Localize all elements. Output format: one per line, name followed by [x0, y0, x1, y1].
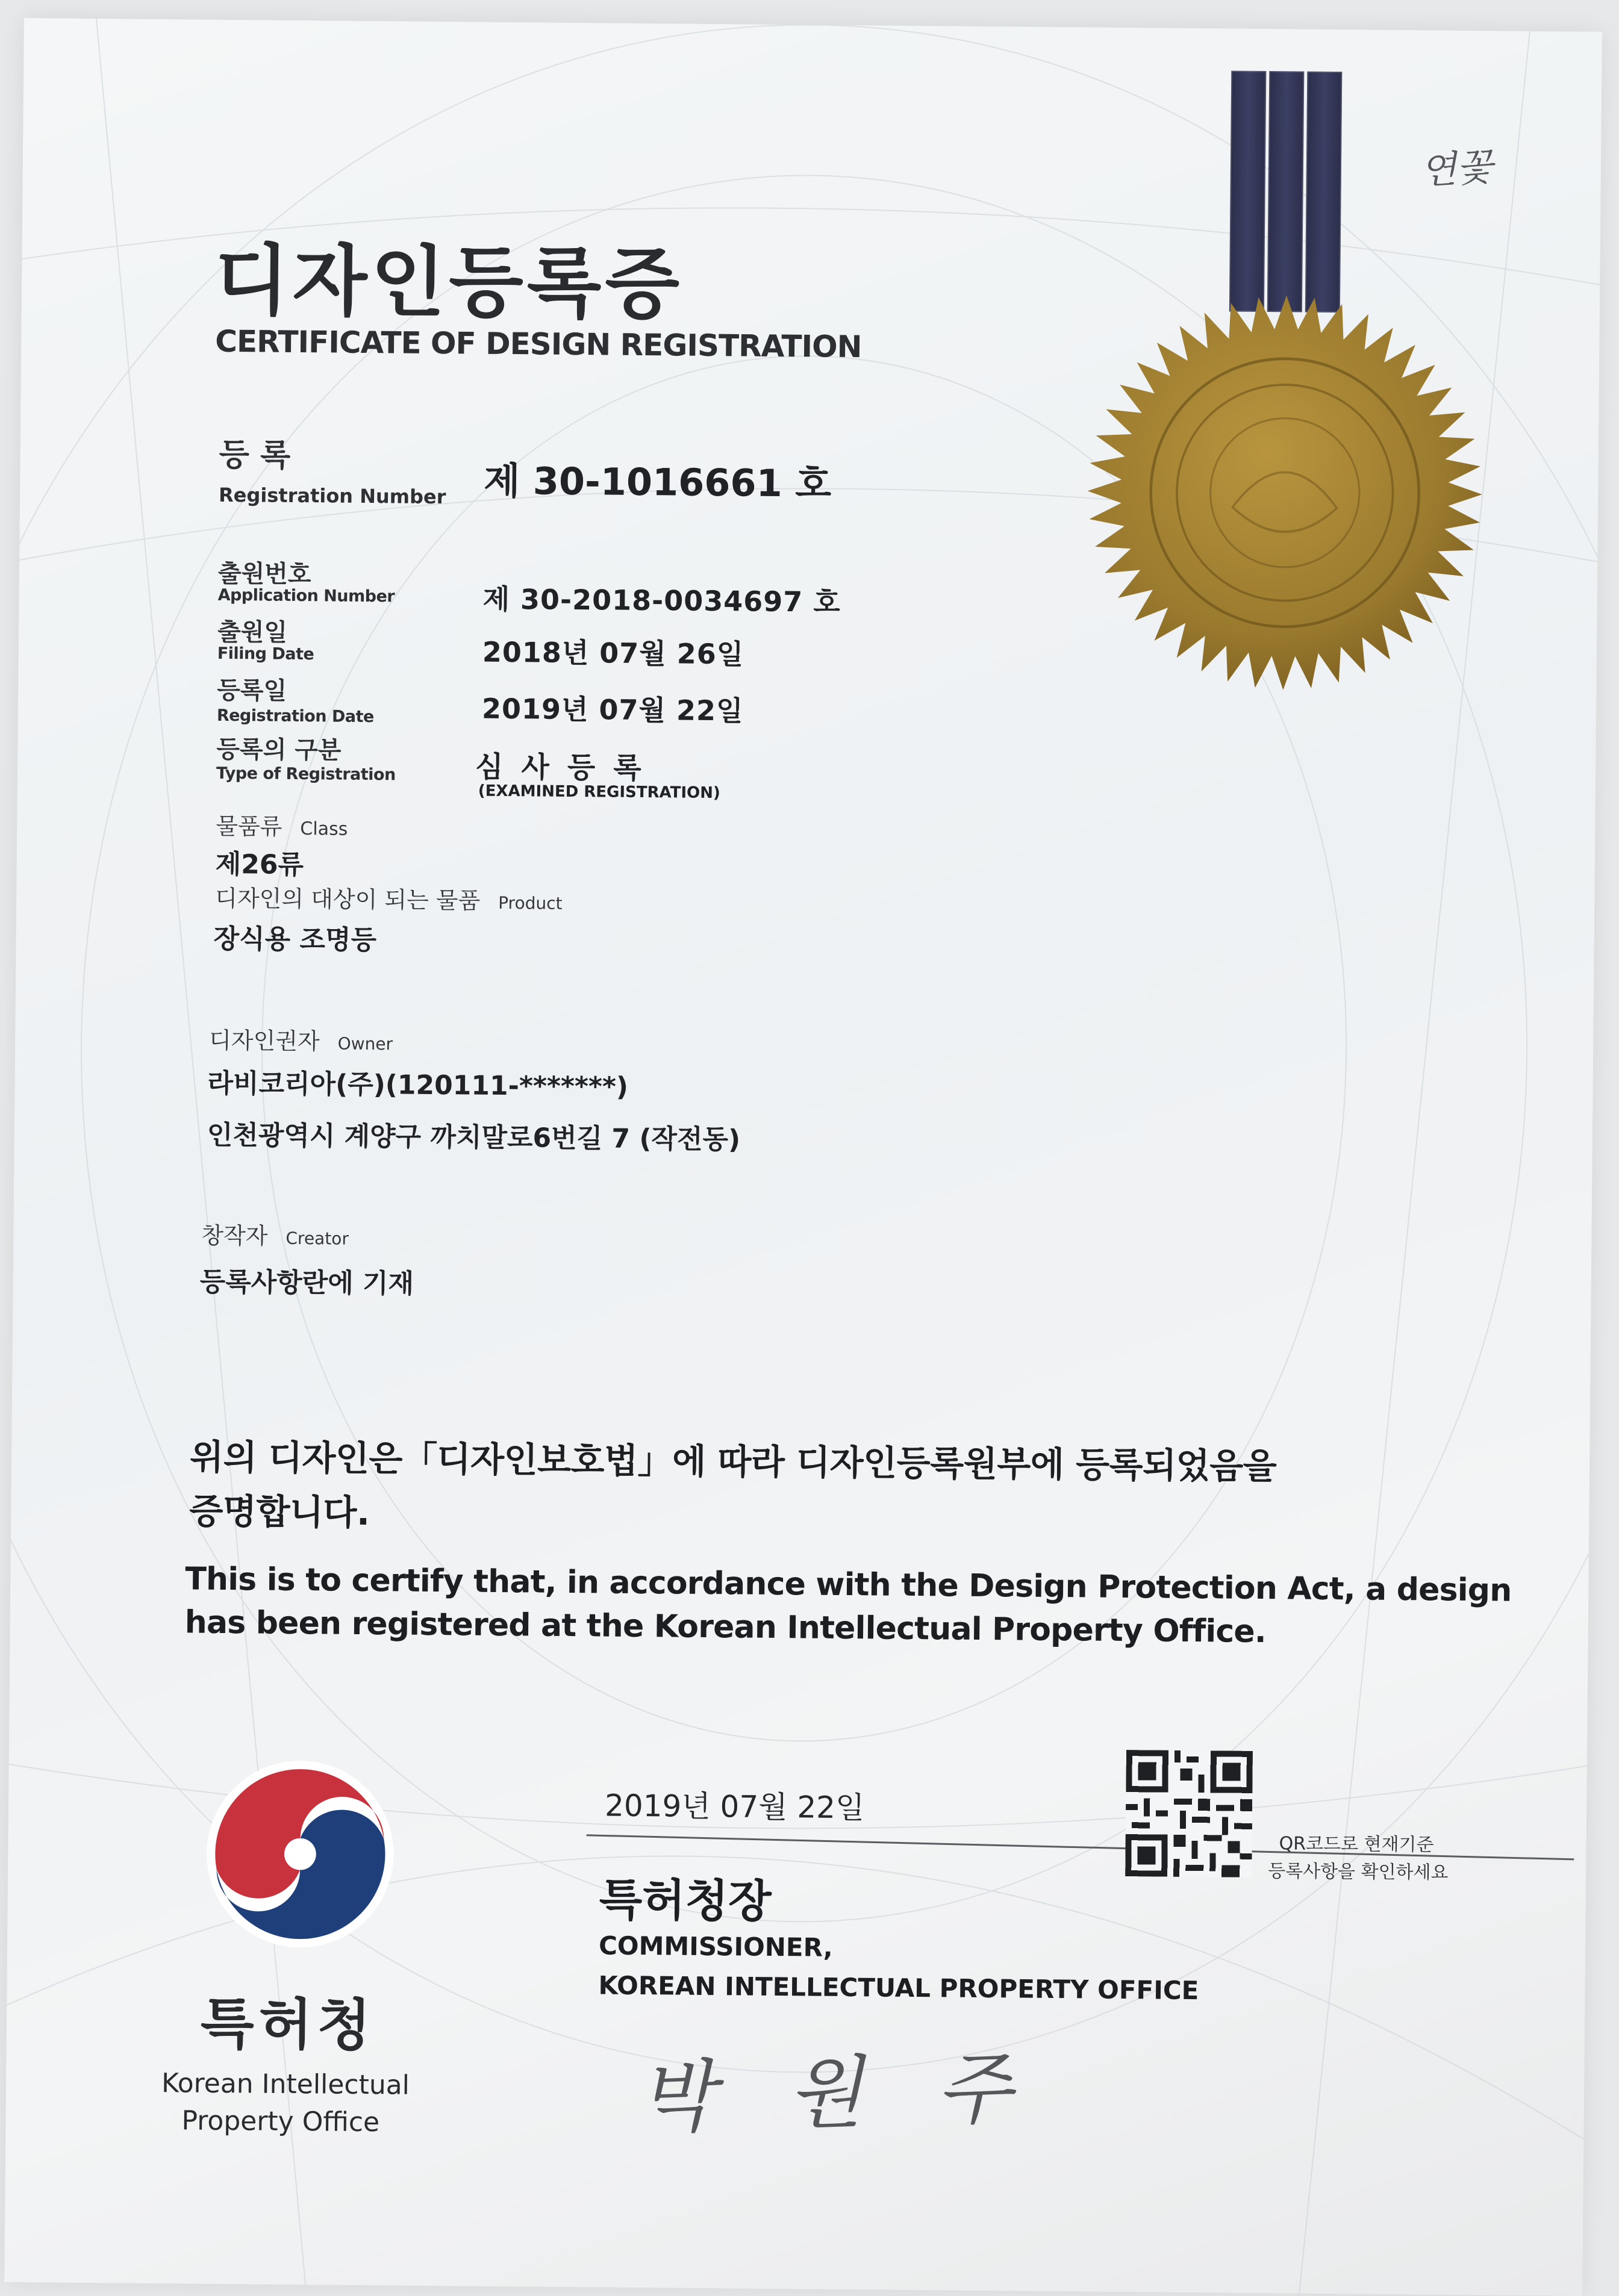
- owner-label: [209, 1022, 393, 1057]
- class-label-english: Class: [300, 818, 348, 840]
- commissioner-signature: 박 원 주: [637, 2042, 1037, 2144]
- owner-label-korean: 디자인권자: [209, 1027, 320, 1055]
- creator-label-korean: 창작자: [201, 1222, 268, 1249]
- registration-type-english: (EXAMINED REGISTRATION): [478, 782, 721, 803]
- commissioner-title-english-line1: COMMISSIONER,: [598, 1930, 833, 1962]
- filing-label-korean: 출원일: [217, 618, 288, 647]
- application-number: 제 30-2018-0034697 호: [482, 582, 841, 618]
- registration-number: 제 30-1016661 호: [484, 458, 832, 506]
- product-value: 장식용 조명등: [213, 923, 377, 956]
- type-label-korean: 등록의 구분: [216, 735, 342, 765]
- statement-english-line1: This is to certify that, in accordance with the Design Protection Act, a design: [185, 1561, 1512, 1609]
- seal-ribbon: [1267, 71, 1304, 312]
- office-name-korean: 특허청: [200, 1991, 376, 2058]
- issue-date: 2019년 07월 22일: [604, 1788, 865, 1826]
- application-label-korean: 출원번호: [217, 559, 311, 589]
- creator-label-english: Creator: [285, 1228, 349, 1249]
- creator-label: [201, 1217, 349, 1251]
- type-label-english: Type of Registration: [216, 764, 396, 785]
- qr-note-line1: QR코드로 현재기준: [1279, 1833, 1434, 1856]
- registration-date: 2019년 07월 22일: [481, 692, 744, 727]
- filing-label-english: Filing Date: [217, 644, 314, 664]
- qr-note-line2: 등록사항을 확인하세요: [1268, 1861, 1449, 1884]
- title-korean: 디자인등록증: [214, 235, 684, 330]
- kipo-emblem-icon: [200, 1754, 401, 1955]
- application-label-english: Application Number: [217, 585, 395, 606]
- owner-name: 라비코리아(주)(120111-*******): [207, 1068, 629, 1103]
- product-label: [215, 880, 563, 916]
- registration-date-label-english: Registration Date: [216, 706, 374, 727]
- statement-korean-line1: 위의 디자인은「디자인보호법」에 따라 디자인등록원부에 등록되었음을: [189, 1436, 1277, 1487]
- title-english: CERTIFICATE OF DESIGN REGISTRATION: [215, 323, 862, 365]
- commissioner-title-english-line2: KOREAN INTELLECTUAL PROPERTY OFFICE: [598, 1970, 1199, 2006]
- seal-ribbon: [1305, 72, 1342, 313]
- product-label-korean: 디자인의 대상이 되는 물품: [215, 885, 481, 914]
- office-name-english-line2: Property Office: [181, 2105, 380, 2138]
- certificate-sheet: [4, 18, 1602, 2296]
- class-label-korean: 물품류: [216, 812, 282, 840]
- registration-type: 심사등록: [475, 750, 660, 786]
- office-name-english-line1: Korean Intellectual: [161, 2068, 410, 2101]
- statement-korean-line2: 증명합니다.: [189, 1490, 370, 1534]
- registration-label-korean: 등 록: [219, 437, 291, 474]
- statement-english-line2: has been registered at the Korean Intellectual Property Office.: [184, 1604, 1267, 1650]
- class-value: 제26류: [215, 848, 304, 881]
- class-label: [216, 807, 348, 842]
- registration-label-english: Registration Number: [218, 483, 446, 509]
- filing-date: 2018년 07월 26일: [482, 635, 744, 671]
- commissioner-title-korean: 특허청장: [599, 1874, 772, 1927]
- owner-address: 인천광역시 계양구 까치말로6번길 7 (작전동): [207, 1119, 741, 1156]
- product-label-english: Product: [498, 892, 563, 913]
- creator-value: 등록사항란에 기재: [199, 1266, 414, 1299]
- gold-seal-icon: [1078, 286, 1491, 699]
- qr-code-icon[interactable]: [1125, 1750, 1253, 1878]
- owner-label-english: Owner: [337, 1033, 393, 1054]
- seal-ribbon: [1229, 70, 1266, 311]
- registration-date-label-korean: 등록일: [217, 676, 287, 705]
- handwritten-note: 연꽃: [1419, 145, 1494, 193]
